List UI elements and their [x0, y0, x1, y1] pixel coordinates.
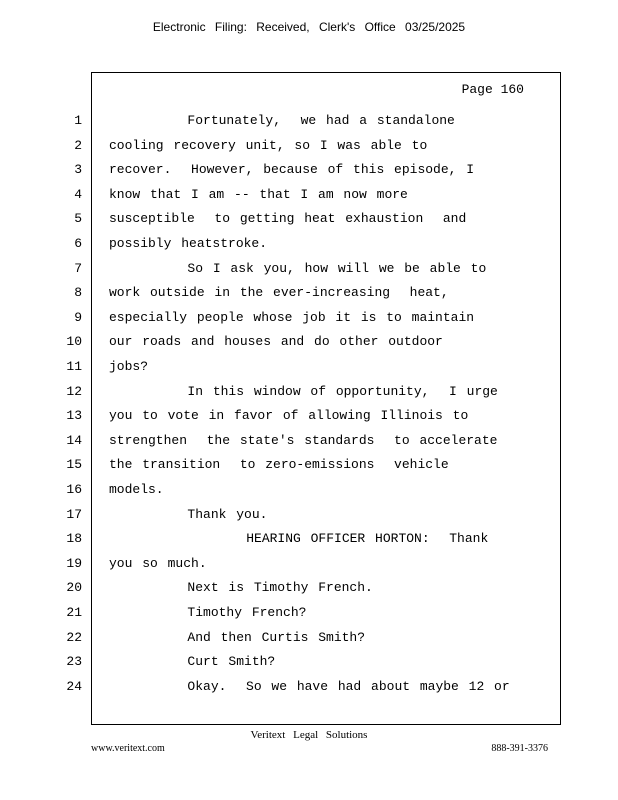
line-number: 20 [66, 580, 82, 596]
page-number: Page 160 [461, 82, 524, 97]
transcript-line-text: know that I am -- that I am now more [109, 186, 408, 202]
transcript-line-text: strengthen the state's standards to accelerate [109, 432, 498, 448]
line-number: 24 [66, 678, 82, 694]
line-number: 7 [74, 260, 82, 276]
line-number: 4 [74, 186, 82, 202]
transcript-line-text: HEARING OFFICER HORTON: Thank [109, 531, 489, 547]
line-number: 21 [66, 605, 82, 620]
line-number: 17 [66, 506, 82, 522]
line-number: 14 [66, 432, 82, 448]
line-number: 19 [66, 555, 82, 571]
transcript-line-text: you so much. [109, 555, 207, 571]
transcript-line-text: Timothy French? [109, 605, 307, 620]
line-number: 13 [66, 408, 82, 424]
transcript-line-text: possibly heatstroke. [109, 236, 268, 251]
transcript-line-text: susceptible to getting heat exhaustion and [109, 211, 467, 227]
transcript-line-text: So I ask you, how will we be able to [109, 260, 487, 276]
line-number: 15 [66, 457, 82, 473]
transcript-line-text: Curt Smith? [109, 654, 276, 670]
line-number: 10 [66, 334, 82, 350]
transcript-line-text: our roads and houses and do other outdoor [109, 334, 443, 350]
line-number: 18 [66, 531, 82, 547]
transcript-line-text: recover. However, because of this episode, I [109, 162, 475, 178]
line-number: 3 [74, 162, 82, 178]
line-number: 22 [66, 629, 82, 645]
transcript-line-text: especially people whose job it is to maintain [109, 309, 475, 325]
filing-stamp-header: Electronic Filing: Received, Clerk's Office 03/25/2025 [152, 20, 466, 34]
line-number: 9 [74, 309, 82, 325]
transcript-line-text: Fortunately, we had a standalone [109, 113, 455, 128]
transcript-line-text: models. [109, 482, 164, 497]
line-number: 5 [74, 211, 82, 227]
transcript-line-text: Thank you. [109, 506, 268, 522]
transcript-line-text: you to vote in favor of allowing Illinois to [109, 408, 469, 424]
line-number: 6 [74, 236, 82, 251]
transcript-line-text: the transition to zero-emissions vehicle [109, 457, 449, 473]
transcript-line-text: work outside in the ever-increasing heat, [109, 285, 449, 301]
line-number: 23 [66, 654, 82, 670]
line-number: 11 [66, 359, 82, 374]
transcript-line-text: jobs? [109, 359, 149, 374]
footer-phone: 888-391-3376 [491, 743, 548, 754]
line-number: 16 [66, 482, 82, 497]
footer-website: www.veritext.com [91, 743, 165, 754]
transcript-line-text: Okay. So we have had about maybe 12 or [109, 678, 510, 694]
transcript-line-text: In this window of opportunity, I urge [109, 383, 498, 399]
footer-company: Veritext Legal Solutions [250, 729, 368, 741]
line-number: 1 [74, 113, 82, 128]
line-number: 12 [66, 383, 82, 399]
line-number: 8 [74, 285, 82, 301]
transcript-line-text: cooling recovery unit, so I was able to [109, 137, 428, 153]
transcript-line-text: Next is Timothy French. [109, 580, 373, 596]
transcript-line-text: And then Curtis Smith? [109, 629, 366, 645]
line-number: 2 [74, 137, 82, 153]
